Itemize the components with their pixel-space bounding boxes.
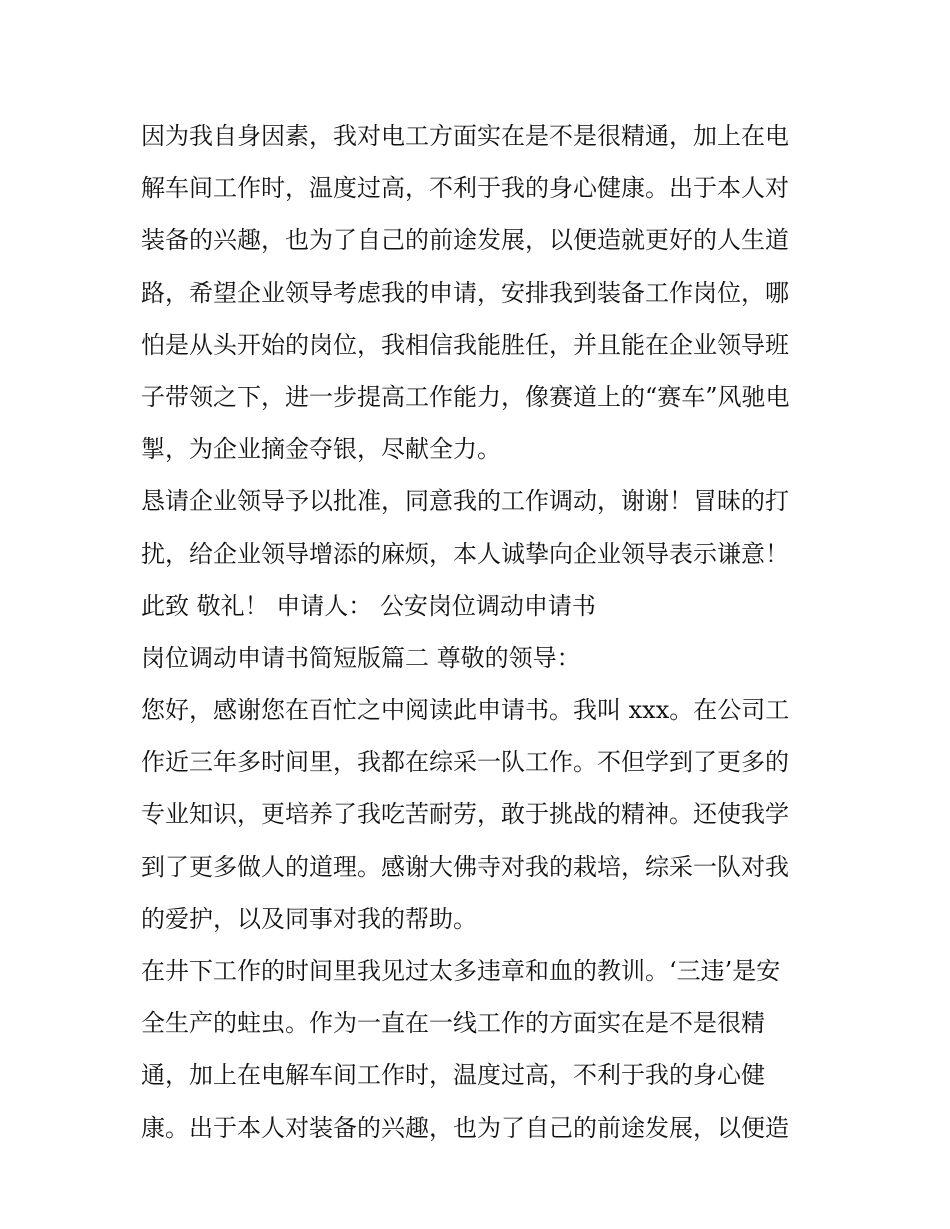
text-line: 康。出于本人对装备的兴趣，也为了自己的前途发展，以便造 [141, 1113, 789, 1142]
text-line: 路，希望企业领导考虑我的申请，安排我到装备工作岗位，哪 [141, 278, 789, 307]
text-line: 在井下工作的时间里我见过太多违章和血的教训。‘三违’是安 [141, 957, 781, 985]
text-line: 岗位调动申请书简短版篇二 尊敬的领导： [141, 643, 581, 672]
text-line: 子带领之下，进一步提高工作能力，像赛道上的“赛车”风驰电 [141, 382, 790, 411]
text-line: 掣，为企业摘金夺银，尽献全力。 [141, 435, 501, 464]
text-line: 您好，感谢您在百忙之中阅读此申请书。我叫 xxx。在公司工 [141, 696, 790, 725]
text-line: 此致 敬礼！ 申请人： 公安岗位调动申请书 [141, 591, 596, 620]
text-line: 全生产的蛀虫。作为一直在一线工作的方面实在是不是很精 [141, 1009, 765, 1038]
text-line: 因为我自身因素，我对电工方面实在是不是很精通，加上在电 [141, 122, 789, 150]
text-line: 专业知识，更培养了我吃苦耐劳，敢于挑战的精神。还使我学 [141, 800, 789, 829]
document-body [141, 110, 821, 1154]
text-line: 作近三年多时间里，我都在综采一队工作。不但学到了更多的 [141, 748, 789, 777]
text-line: 到了更多做人的道理。感谢大佛寺对我的栽培，综采一队对我 [141, 852, 789, 881]
text-line: 解车间工作时，温度过高，不利于我的身心健康。出于本人对 [141, 174, 789, 203]
text-line: 恳请企业领导予以批准，同意我的工作调动，谢谢！冒昧的打 [141, 487, 789, 516]
text-line: 通，加上在电解车间工作时，温度过高，不利于我的身心健 [141, 1061, 765, 1090]
text-line: 怕是从头开始的岗位，我相信我能胜任，并且能在企业领导班 [141, 330, 789, 359]
text-line: 扰，给企业领导增添的麻烦，本人诚挚向企业领导表示谦意！ [141, 539, 789, 568]
text-line: 的爱护，以及同事对我的帮助。 [141, 904, 477, 933]
text-line: 装备的兴趣，也为了自己的前途发展，以便造就更好的人生道 [141, 226, 789, 255]
